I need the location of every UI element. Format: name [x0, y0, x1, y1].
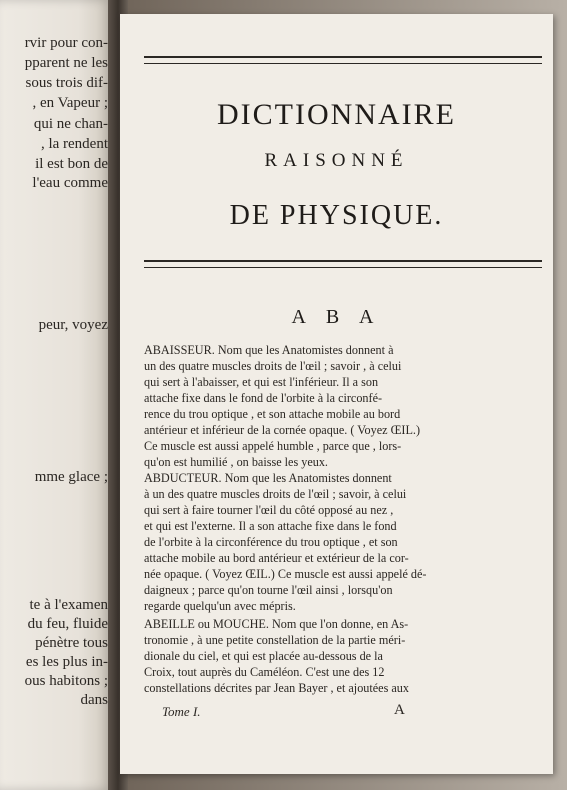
- body-line: attache mobile au bord antérieur et extérieur de la cor-: [144, 551, 409, 565]
- left-line: peur, voyez: [38, 317, 108, 333]
- left-line: qui ne chan-: [33, 116, 108, 132]
- left-line: sous trois dif-: [25, 75, 108, 91]
- body-line: qui sert à faire tourner l'œil du côté opposé au nez ,: [144, 503, 394, 517]
- left-line: es les plus in-: [25, 654, 108, 670]
- body-line: tronomie , à une petite constellation de la partie méri-: [144, 633, 406, 647]
- left-line: dans: [80, 692, 108, 708]
- body-line: attache fixe dans le fond de l'orbite à la circonfé-: [144, 391, 383, 405]
- body-line: regarde quelqu'un avec mépris.: [144, 599, 296, 613]
- body-line: dionale du ciel, et qui est placée au-dessous de la: [144, 649, 383, 663]
- body-line: et qui est l'externe. Il a son attache fixe dans le fond: [144, 519, 397, 533]
- left-line: il est bon de: [35, 156, 108, 172]
- left-line: pénètre tous: [35, 635, 108, 651]
- title-line-1: DICTIONNAIRE: [217, 98, 456, 131]
- left-line: , la rendent: [40, 136, 108, 152]
- left-line: mme glace ;: [34, 469, 108, 485]
- body-line: Croix, tout auprès du Caméléon. C'est une des 12: [144, 665, 385, 679]
- left-line: rvir pour con-: [24, 35, 108, 51]
- body-line: ABAISSEUR. Nom que les Anatomistes donnent à: [144, 343, 394, 357]
- body-line: de l'orbite à la circonférence du trou optique , et son: [144, 535, 398, 549]
- signature-mark: A: [394, 702, 405, 718]
- left-line: , en Vapeur ;: [32, 95, 108, 111]
- left-line: te à l'examen: [29, 597, 108, 613]
- volume-number: Tome I.: [162, 704, 201, 719]
- body-line: constellations décrites par Jean Bayer , et ajoutées aux: [144, 681, 409, 695]
- body-line: qu'on est humilié , on baisse les yeux.: [144, 455, 328, 469]
- body-line: à un des quatre muscles droits de l'œil ; savoir, à celui: [144, 487, 407, 501]
- body-line: qui sert à l'abaisser, et qui est l'inférieur. Il a son: [144, 375, 379, 389]
- left-line: l'eau comme: [32, 175, 108, 191]
- left-line: pparent ne les: [24, 55, 108, 71]
- body-line: antérieur et inférieur de la cornée opaque. ( Voyez ŒIL.): [144, 423, 421, 437]
- left-page: [0, 0, 112, 790]
- left-line: ous habitons ;: [24, 673, 108, 689]
- body-line: un des quatre muscles droits de l'œil ; savoir , à celui: [144, 359, 402, 373]
- body-line: ABDUCTEUR. Nom que les Anatomistes donnent: [144, 471, 392, 485]
- body-line: ABEILLE ou MOUCHE. Nom que l'on donne, en As-: [144, 617, 409, 631]
- body-line: Ce muscle est aussi appelé humble , parce que , lors-: [144, 439, 402, 453]
- section-heading: A B A: [291, 306, 382, 328]
- left-line: du feu, fluide: [27, 616, 108, 632]
- right-page: [120, 14, 553, 774]
- body-line: née opaque. ( Voyez ŒIL.) Ce muscle est aussi appelé dé-: [144, 567, 427, 581]
- title-line-2: RAISONNÉ: [264, 150, 409, 171]
- top-rule: [144, 56, 542, 64]
- body-line: daigneux ; parce qu'on tourne l'œil ainsi , lorsqu'on: [144, 583, 393, 597]
- title-line-3: DE PHYSIQUE.: [229, 200, 444, 231]
- bottom-rule: [144, 260, 542, 268]
- body-line: rence du trou optique , et son attache mobile au bord: [144, 407, 401, 421]
